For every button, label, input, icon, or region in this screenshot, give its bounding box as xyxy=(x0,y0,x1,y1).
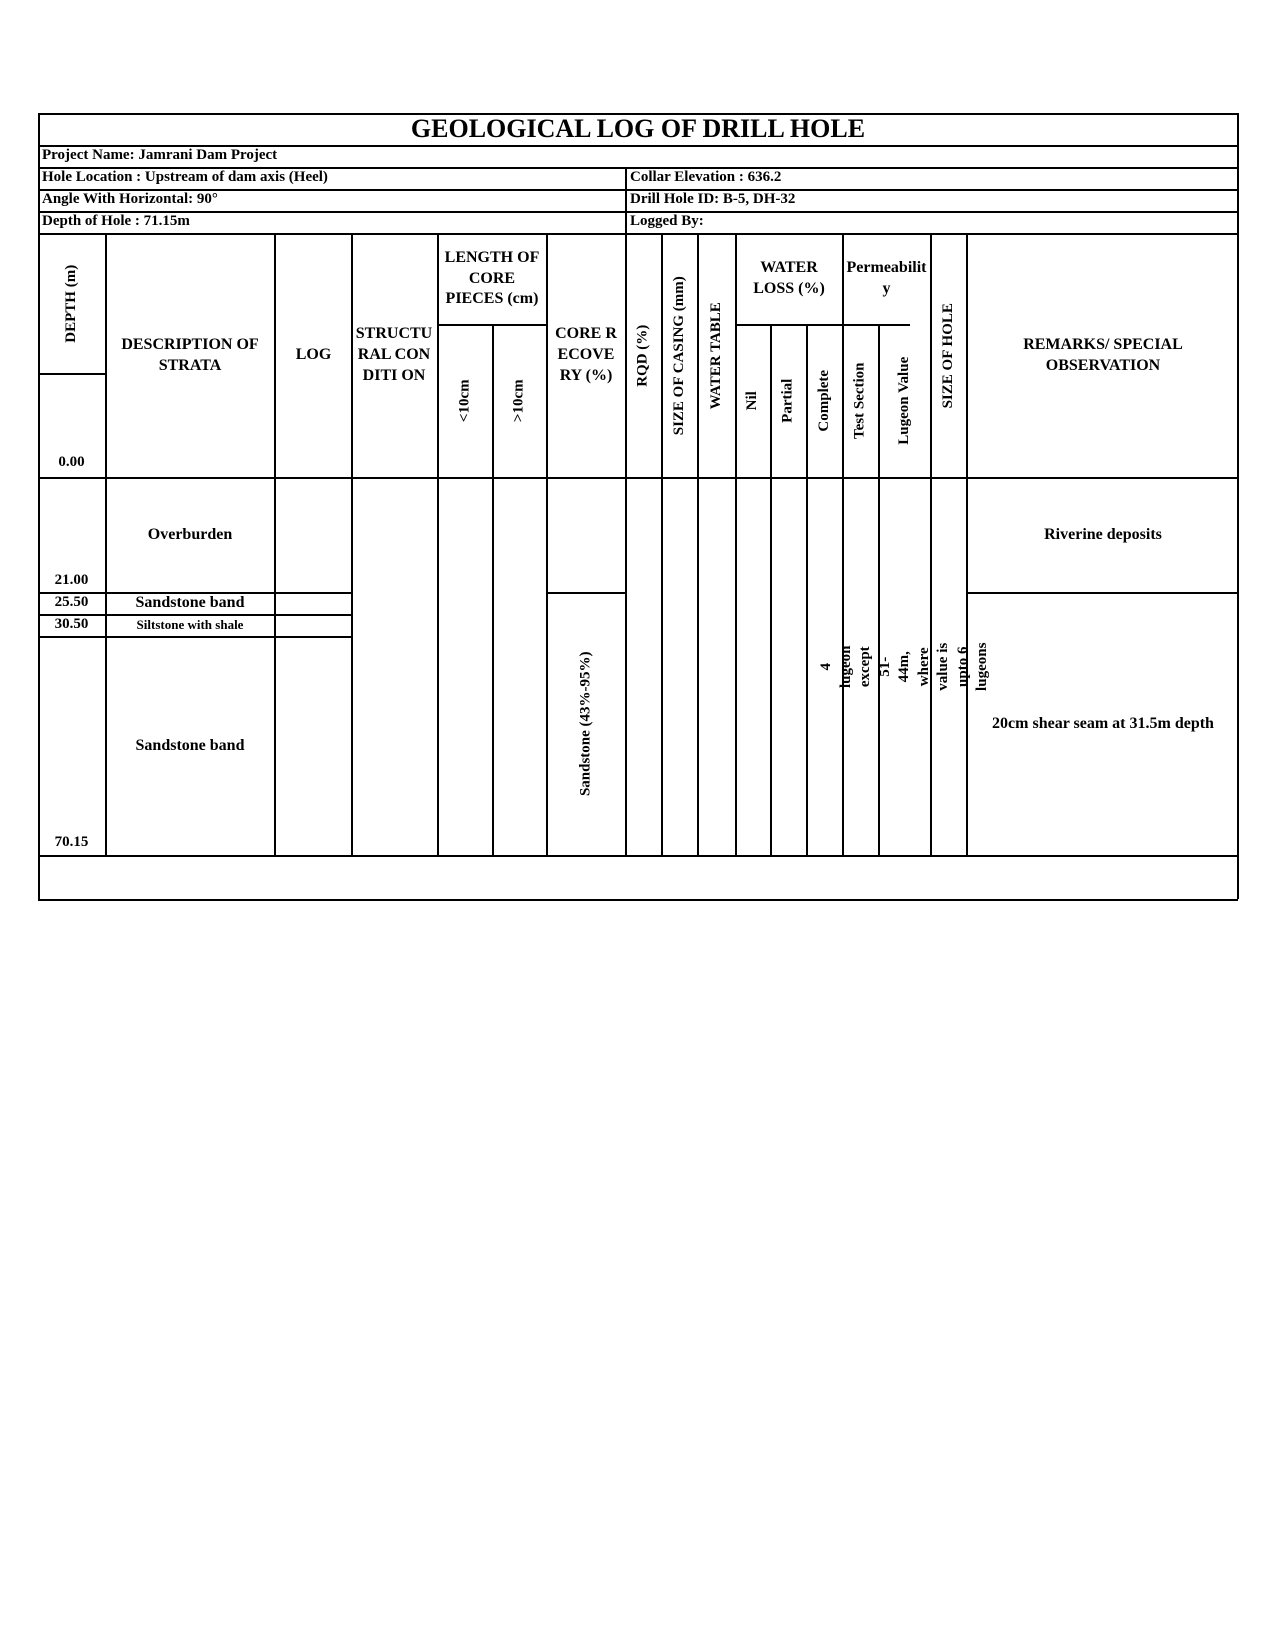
lugeon-note: 4 lugeon except 51-44m, where value is upto 6 lugeons xyxy=(817,642,990,691)
header-permeability: Permeabilit y xyxy=(846,259,927,297)
logged-by: Logged By: xyxy=(630,213,704,229)
header-nil: Nil xyxy=(744,391,761,411)
row-depth: 30.50 xyxy=(54,616,89,632)
row-description: Siltstone with shale xyxy=(136,617,244,633)
header-water-loss: WATER LOSS (%) xyxy=(753,259,825,297)
header-size-of-casing: SIZE OF CASING (mm) xyxy=(670,275,687,436)
header-depth: DEPTH (m) xyxy=(62,264,79,343)
rule xyxy=(38,373,105,375)
header-partial: Partial xyxy=(779,378,796,424)
document-title: GEOLOGICAL LOG OF DRILL HOLE xyxy=(410,114,866,144)
header-complete: Complete xyxy=(815,370,832,432)
rule xyxy=(38,113,40,899)
depth-of-hole: Depth of Hole : 71.15m xyxy=(42,213,190,229)
drill-hole-id: Drill Hole ID: B-5, DH-32 xyxy=(630,191,796,207)
remarks-overburden: Riverine deposits xyxy=(1044,525,1162,543)
project-name: Project Name: Jamrani Dam Project xyxy=(42,147,278,163)
hole-location: Hole Location : Upstream of dam axis (Heel) xyxy=(42,169,328,185)
header-size-of-hole: SIZE OF HOLE xyxy=(939,302,956,409)
header-test-section: Test Section xyxy=(851,362,868,440)
row-depth: 21.00 xyxy=(54,572,89,588)
rule xyxy=(38,899,1238,901)
header-lt10cm: <10cm xyxy=(456,379,473,423)
row-description: Sandstone band xyxy=(135,594,245,612)
header-gt10cm: >10cm xyxy=(510,379,527,423)
drill-log-sheet xyxy=(38,113,1238,899)
depth-start: 0.00 xyxy=(58,454,85,470)
header-description: DESCRIPTION OF STRATA xyxy=(121,335,259,374)
header-water-table: WATER TABLE xyxy=(707,301,724,410)
header-lugeon-value: Lugeon Value xyxy=(895,357,912,445)
remarks-rock: 20cm shear seam at 31.5m depth xyxy=(992,714,1214,732)
row-depth: 70.15 xyxy=(54,834,89,850)
header-rqd: RQD (%) xyxy=(634,324,651,387)
header-log: LOG xyxy=(295,346,332,364)
row-description: Overburden xyxy=(147,525,233,543)
angle-with-horizontal: Angle With Horizontal: 90° xyxy=(42,191,218,207)
header-core-recovery: CORE RECOVE RY (%) xyxy=(555,325,617,384)
header-structural-condition: STRUCTU RAL CONDITI ON xyxy=(355,325,433,384)
collar-elevation: Collar Elevation : 636.2 xyxy=(630,169,782,185)
rule xyxy=(38,855,1238,857)
rule xyxy=(625,167,627,233)
header-remarks: REMARKS/ SPECIAL OBSERVATION xyxy=(1023,335,1183,374)
row-description: Sandstone band xyxy=(135,736,245,754)
core-recovery-value: Sandstone (43%-95%) xyxy=(577,651,594,797)
row-depth: 25.50 xyxy=(54,594,89,610)
rule xyxy=(351,233,353,855)
header-length-of-core-pieces: LENGTH OF CORE PIECES (cm) xyxy=(444,248,540,308)
